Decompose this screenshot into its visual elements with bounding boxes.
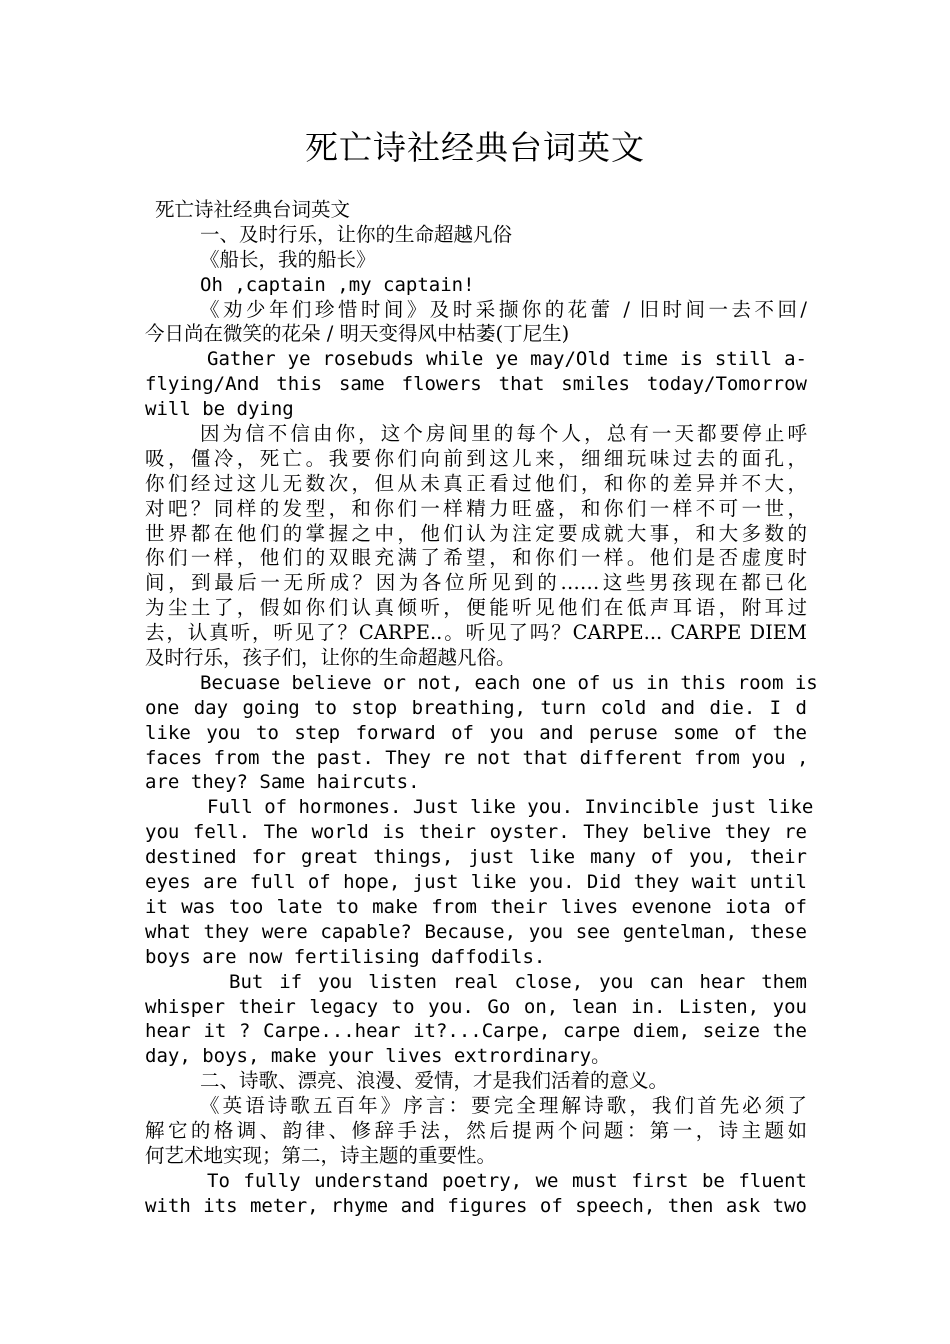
- text-line: like you to step forward of you and peruse some of the: [145, 721, 807, 744]
- text-line: are they? Same haircuts.: [145, 771, 420, 794]
- text-line: will be dying: [145, 398, 294, 421]
- text-line: 何艺术地实现；第二，诗主题的重要性。: [145, 1143, 497, 1167]
- text-line: 吸，僵冷，死亡。我要你们向前到这儿来，细细玩味过去的面孔，: [145, 446, 807, 470]
- text-line: one day going to stop breathing, turn cold and die. I d: [145, 696, 807, 719]
- text-line: 《劝少年们珍惜时间》及时采撷你的花蕾 / 旧时间一去不回/: [200, 297, 807, 321]
- text-line: 《船长，我的船长》: [200, 247, 376, 271]
- text-line: 二、诗歌、漂亮、浪漫、爱情，才是我们活着的意义。: [200, 1069, 669, 1093]
- document-body: [145, 198, 818, 1219]
- text-line: it was too late to make from their lives evenone iota of: [145, 895, 807, 918]
- text-line: 世界都在他们的掌握之中，他们认为注定要成就大事，和大多数的: [145, 521, 807, 545]
- text-line: 间，到最后一无所成？因为各位所见到的……这些男孩现在都已化: [145, 571, 807, 595]
- text-line: day, boys, make your lives extrordinary。: [145, 1045, 611, 1068]
- text-line: whisper their legacy to you. Go on, lean in. Listen, you: [145, 995, 807, 1018]
- text-line: Oh ,captain ,my captain!: [200, 273, 475, 296]
- text-line: 一、及时行乐，让你的生命超越凡俗: [200, 222, 513, 246]
- text-line: with its meter, rhyme and figures of speech, then ask two: [145, 1194, 807, 1217]
- text-line: eyes are full of hope, just like you. Did they wait until: [145, 871, 807, 894]
- text-line: But if you listen real close, you can hear them: [229, 970, 807, 993]
- document-title: 死亡诗社经典台词英文: [305, 128, 645, 167]
- text-line: 今日尚在微笑的花朵 / 明天变得风中枯萎(丁尼生): [145, 322, 570, 346]
- text-line: hear it ? Carpe...hear it?...Carpe, carpe diem, seize the: [145, 1020, 807, 1043]
- text-line: 为尘土了，假如你们认真倾听，便能听见他们在低声耳语，附耳过: [145, 596, 807, 620]
- text-line: boys are now fertilising daffodils.: [145, 945, 546, 968]
- text-line: destined for great things, just like many of you, their: [145, 846, 807, 869]
- text-line: 及时行乐，孩子们，让你的生命超越凡俗。: [145, 646, 516, 670]
- text-line: 去，认真听，听见了？CARPE..。听见了吗？CARPE... CARPE DIEM: [145, 621, 807, 645]
- text-line: 对吧？同样的发型，和你们一样精力旺盛，和你们一样不可一世，: [145, 496, 807, 520]
- text-line: 你们经过这儿无数次，但从未真正看过他们，和你的差异并不大，: [145, 471, 807, 495]
- text-line: 因为信不信由你，这个房间里的每个人，总有一天都要停止呼: [200, 422, 807, 446]
- text-line: faces from the past. They re not that different from you ,: [145, 746, 809, 769]
- text-line: 死亡诗社经典台词英文: [155, 198, 351, 221]
- text-line: what they were capable? Because, you see gentelman, these: [145, 920, 807, 943]
- text-line: 你们一样，他们的双眼充满了希望，和你们一样。他们是否虚度时: [145, 546, 807, 570]
- text-line: 解它的格调、韵律、修辞手法，然后提两个问题：第一，诗主题如: [145, 1118, 807, 1142]
- text-line: 《英语诗歌五百年》序言：要完全理解诗歌，我们首先必须了: [200, 1094, 807, 1118]
- text-line: Gather ye rosebuds while ye may/Old time is still a-: [207, 348, 807, 371]
- text-line: you fell. The world is their oyster. They belive they re: [145, 821, 807, 844]
- text-line: flying/And this same flowers that smiles today/Tomorrow: [145, 373, 807, 396]
- text-line: Full of hormones. Just like you. Invincible just like: [207, 796, 814, 819]
- text-line: To fully understand poetry, we must first be fluent: [207, 1169, 807, 1192]
- text-line: Becuase believe or not, each one of us in this room is: [200, 671, 818, 694]
